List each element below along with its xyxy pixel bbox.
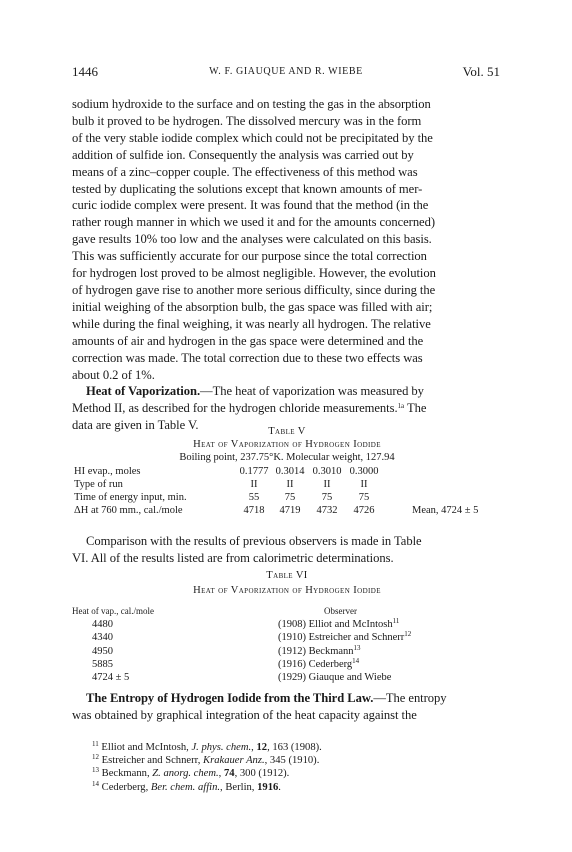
table-cell: 55 — [248, 492, 260, 503]
text-line: was obtained by graphical integration of the heat capacity against the — [72, 707, 417, 722]
mean-value: Mean, 4724 ± 5 — [412, 505, 479, 516]
table-row — [72, 632, 502, 645]
table-cell: (1910) Estreicher and Schnerr$^{12}$ — [278, 630, 412, 644]
paragraph-comparison — [72, 533, 502, 567]
footnote-ref: 11 — [392, 617, 400, 626]
row-label: Time of energy input, min. — [74, 492, 187, 503]
table-label: Table V — [268, 426, 306, 437]
text-line: means of a zinc–copper couple. The effectiveness of this method was — [72, 164, 418, 179]
page-header — [72, 64, 500, 80]
table-title: Heat of Vaporization of Hydrogen Iodide — [193, 439, 381, 450]
table-cell: 0.1777 — [239, 466, 269, 477]
table-row — [74, 505, 504, 518]
table-cell: 5885 — [92, 658, 113, 670]
table-cell: 75 — [284, 492, 296, 503]
text-line: Comparison with the results of previous observers is made in Table — [86, 534, 422, 548]
column-header: Heat of vap., cal./mole — [72, 606, 154, 616]
table-cell: II — [323, 479, 331, 490]
table-cell: (1912) Beckmann$^{13}$ — [278, 643, 361, 657]
text-line: amounts of air and hydrogen in the gas space were determined and the — [72, 333, 424, 348]
paragraph-hydrogen-correction — [72, 96, 502, 383]
text-line: The Entropy of Hydrogen Iodide from the Third Law.—The entropy — [86, 691, 447, 705]
table-row — [72, 672, 502, 685]
text-line: curic iodide complex were present. It was found that the method (in the — [72, 198, 429, 213]
table-row — [72, 643, 502, 659]
text-line: VI. All of the results listed are from calorimetric determinations. — [72, 550, 394, 565]
row-label: HI evap., moles — [74, 466, 141, 477]
table-cell: 4719 — [279, 505, 301, 516]
section-entropy — [72, 690, 502, 724]
text-line: of hydrogen gave rise to another more serious difficulty, since during the — [72, 282, 436, 297]
text-line: addition of sulfide ion. Consequently the analysis was carried out by — [72, 147, 414, 162]
footnote: $^{11}$ Elliot and McIntosh, J. phys. chem., 12, 163 (1908). — [92, 740, 322, 753]
table-cell: (1908) Elliot and McIntosh$^{11}$ — [278, 617, 400, 631]
text-line: correction was made. The total correction due to these two effects was — [72, 350, 423, 365]
table-cell: (1929) Giauque and Wiebe — [278, 671, 392, 683]
table-cell: 4950 — [92, 645, 113, 657]
text-line: gave results 10% too low and the analyses were calculated on this basis. — [72, 232, 432, 247]
table-v — [74, 466, 504, 518]
text-line: Method II, as described for the hydrogen chloride measurements.$^{1a}$ The — [72, 400, 427, 415]
text-line: rather rough manner in which we used it and for the amounts concerned) — [72, 215, 435, 230]
table-row — [72, 656, 502, 672]
table-row — [74, 492, 504, 505]
page-number: 1446 — [72, 64, 98, 79]
text-line: sodium hydroxide to the surface and on testing the gas in the absorption — [72, 97, 431, 111]
table-cell: (1916) Cederberg$^{14}$ — [278, 656, 360, 670]
table-cell: 0.3010 — [312, 466, 342, 477]
footnote-ref: 1a — [397, 401, 405, 410]
table-title: Heat of Vaporization of Hydrogen Iodide — [193, 585, 381, 596]
table-cell: 4724 ± 5 — [92, 671, 130, 683]
table-cell: II — [286, 479, 294, 490]
text-line: for hydrogen lost proved to be almost negligible. However, the evolution — [72, 266, 436, 281]
table-cell: 4340 — [92, 632, 113, 644]
text-line: while during the final weighing, it was nearly all hydrogen. The relative — [72, 316, 431, 331]
table-cell: 0.3000 — [349, 466, 379, 477]
text-line: bulb it proved to be hydrogen. The dissolved mercury was in the form — [72, 113, 422, 128]
table-row — [74, 466, 504, 479]
table-vi — [72, 606, 502, 685]
table-cell: II — [250, 479, 258, 490]
text-line: about 0.2 of 1%. — [72, 367, 155, 382]
text-line: Heat of Vaporization.—The heat of vaporization was measured by — [86, 384, 424, 398]
footnote-ref: 13 — [353, 643, 361, 652]
footnotes — [92, 741, 502, 794]
table-row — [74, 479, 504, 492]
text-line: initial weighing of the absorption bulb, the gas space was filled with air; — [72, 299, 433, 314]
table-header-row — [72, 606, 502, 619]
footnote: $^{12}$ Estreicher and Schnerr, Krakauer Anz., 345 (1910). — [92, 753, 320, 767]
table-row — [72, 619, 502, 632]
table-cell: 4732 — [316, 505, 338, 516]
row-label: ΔH at 760 mm., cal./mole — [74, 505, 183, 516]
table-cell: 75 — [358, 492, 370, 503]
table-cell: 0.3014 — [275, 466, 305, 477]
footnote: $^{13}$ Beckmann, Z. anorg. chem., 74, 300 (1912). — [92, 766, 290, 780]
running-title: W. F. GIAUQUE AND R. WIEBE — [209, 66, 363, 77]
text-line: tested by duplicating the solutions except that known amounts of mer- — [72, 181, 423, 196]
section-heading: The Entropy of Hydrogen Iodide from the Third Law. — [86, 691, 374, 705]
text-line: data are given in Table V. — [72, 417, 199, 432]
section-heading: Heat of Vaporization. — [86, 384, 201, 398]
table-cell: 4726 — [353, 505, 375, 516]
table-label: Table VI — [266, 570, 308, 581]
table-cell: 75 — [321, 492, 333, 503]
column-header: Observer — [324, 606, 357, 616]
volume-label: Vol. 51 — [462, 64, 500, 79]
text-line: of the very stable iodide complex which could not be precipitated by the — [72, 130, 433, 145]
table-cell: II — [360, 479, 368, 490]
text-line: This was sufficiently accurate for our purpose since the total correction — [72, 249, 427, 264]
table-subtitle: Boiling point, 237.75°K. Molecular weight, 127.94 — [179, 452, 395, 463]
footnote-ref: 14 — [352, 656, 360, 665]
footnote-ref: 12 — [404, 630, 412, 639]
footnote: $^{14}$ Cederberg, Ber. chem. affin., Berlin, 1916. — [92, 779, 281, 793]
row-label: Type of run — [74, 479, 123, 490]
table-cell: 4480 — [92, 619, 113, 631]
table-cell: 4718 — [243, 505, 265, 516]
